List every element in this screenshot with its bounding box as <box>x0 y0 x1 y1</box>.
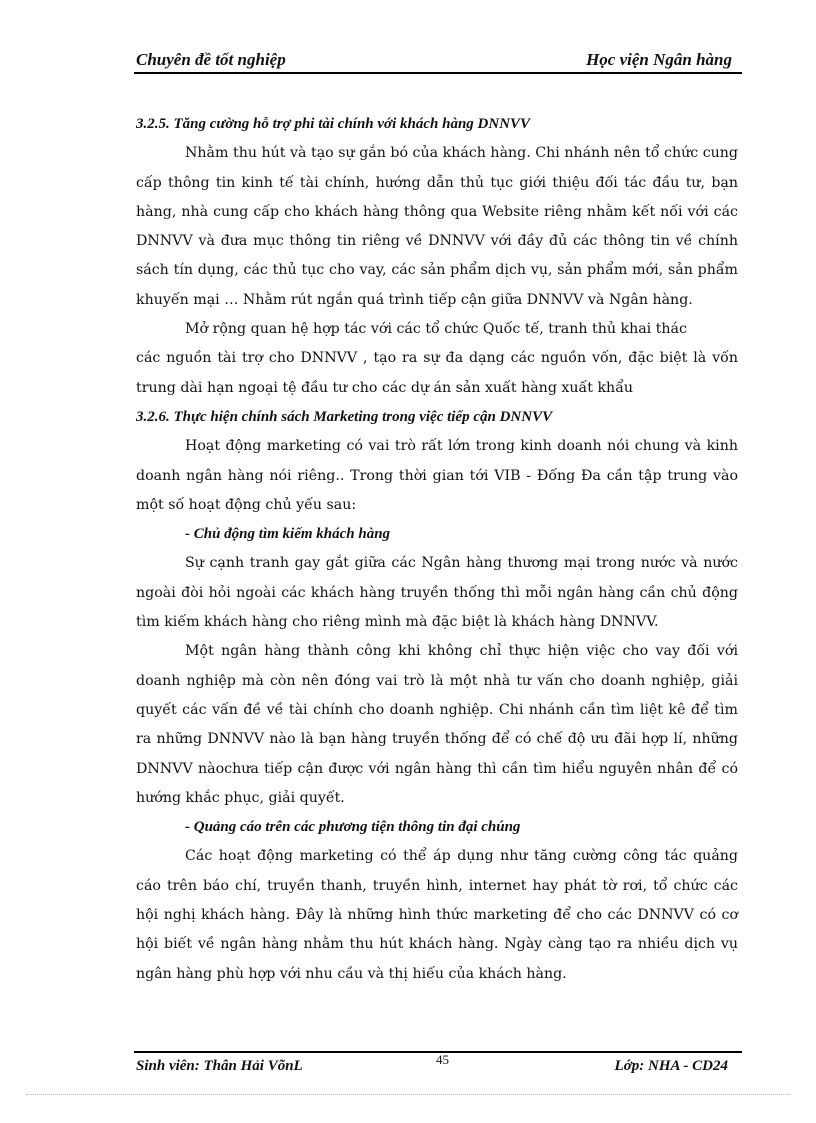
subheading-mass-media-advertising: - Quảng cáo trên các phương tiện thông tin đại chúng <box>185 819 521 836</box>
page-footer <box>134 1051 742 1077</box>
paragraph-non-financial-support: Nhằm thu hút và tạo sự gắn bó của khách hàng. Chi nhánh nên tổ chức cung cấp thông tin kinh tế tài chính, hướng dẫn thủ tục giới thiệu đối tác đầu tư, bạn hàng, nhà cung cấp cho khách hàng thông qua Website riêng nhằm kết nối với các DNNVV và đưa mục thông tin riêng về DNNVV với đầy đủ các thông tin về chính sách tín dụng, các thủ tục cho vay, các sản phẩm dịch vụ, sản phẩm mới, sản phẩm khuyến mại … Nhằm rút ngắn quá trình tiếp cận giữa DNNVV và Ngân hàng. <box>136 145 738 308</box>
page-body <box>136 110 738 989</box>
paragraph-international-cooperation-line1: Mở rộng quan hệ hợp tác với các tổ chức Quốc tế, tranh thủ khai thác <box>185 321 687 338</box>
footer-class: Lớp: NHA - CD24 <box>614 1058 728 1074</box>
paragraph-bank-advisor: Một ngân hàng thành công khi không chỉ thực hiện việc cho vay đối với doanh nghiệp mà còn nên đóng vai trò là một nhà tư vấn cho doanh nghiệp, giải quyết các vấn đề về tài chính cho doanh nghiệp. Chi nhánh cần tìm liệt kê để tìm ra những DNNVV nào là bạn hàng truyền thống để có chế độ ưu đãi hợp lí, những DNNVV nàochưa tiếp cận được với ngân hàng thì cần tìm hiểu nguyên nhân để có hướng khắc phục, giải quyết. <box>136 643 738 806</box>
paragraph-advertising: Các hoạt động marketing có thể áp dụng như tăng cường công tác quảng cáo trên báo chí, truyền thanh, truyền hình, internet hay phát tờ rơi, tổ chức các hội nghị khách hàng. Đây là những hình thức marketing để cho các DNNVV có cơ hội biết về ngân hàng nhằm thu hút khách hàng. Ngày càng tạo ra nhiều dịch vụ ngân hàng phù hợp với nhu cầu và thị hiếu của khách hàng. <box>136 848 738 982</box>
page-header <box>134 48 742 74</box>
subheading-find-customers: - Chủ động tìm kiếm khách hàng <box>185 526 391 543</box>
page-bottom-divider <box>26 1094 790 1095</box>
header-institution: Học viện Ngân hàng <box>586 50 732 69</box>
paragraph-marketing-role: Hoạt động marketing có vai trò rất lớn trong kinh doanh nói chung và kinh doanh ngân hàng nói riêng.. Trong thời gian tới VIB - Đống Đa cần tập trung vào một số hoạt động chủ yếu sau: <box>136 438 738 513</box>
page-number: 45 <box>436 1052 449 1067</box>
section-heading-3-2-6: 3.2.6. Thực hiện chính sách Marketing trong việc tiếp cận DNNVV <box>136 408 553 425</box>
paragraph-international-cooperation-rest: các nguồn tài trợ cho DNNVV , tạo ra sự đa dạng các nguồn vốn, đặc biệt là vốn trung dài hạn ngoại tệ đầu tư cho các dự án sản xuất hàng xuất khẩu <box>136 350 738 396</box>
header-thesis-title: Chuyên đề tốt nghiệp <box>136 50 286 69</box>
paragraph-competition: Sự cạnh tranh gay gắt giữa các Ngân hàng thương mại trong nước và nước ngoài đòi hỏi ngoài các khách hàng truyền thống thì mỗi ngân hàng cần chủ động tìm kiếm khách hàng cho riêng mình mà đặc biệt là khách hàng DNNVV. <box>136 555 738 631</box>
footer-student-name: Sinh viên: Thân Hải VõnL <box>136 1058 303 1074</box>
section-heading-3-2-5: 3.2.5. Tăng cường hỗ trợ phi tài chính với khách hàng DNNVV <box>136 116 531 132</box>
